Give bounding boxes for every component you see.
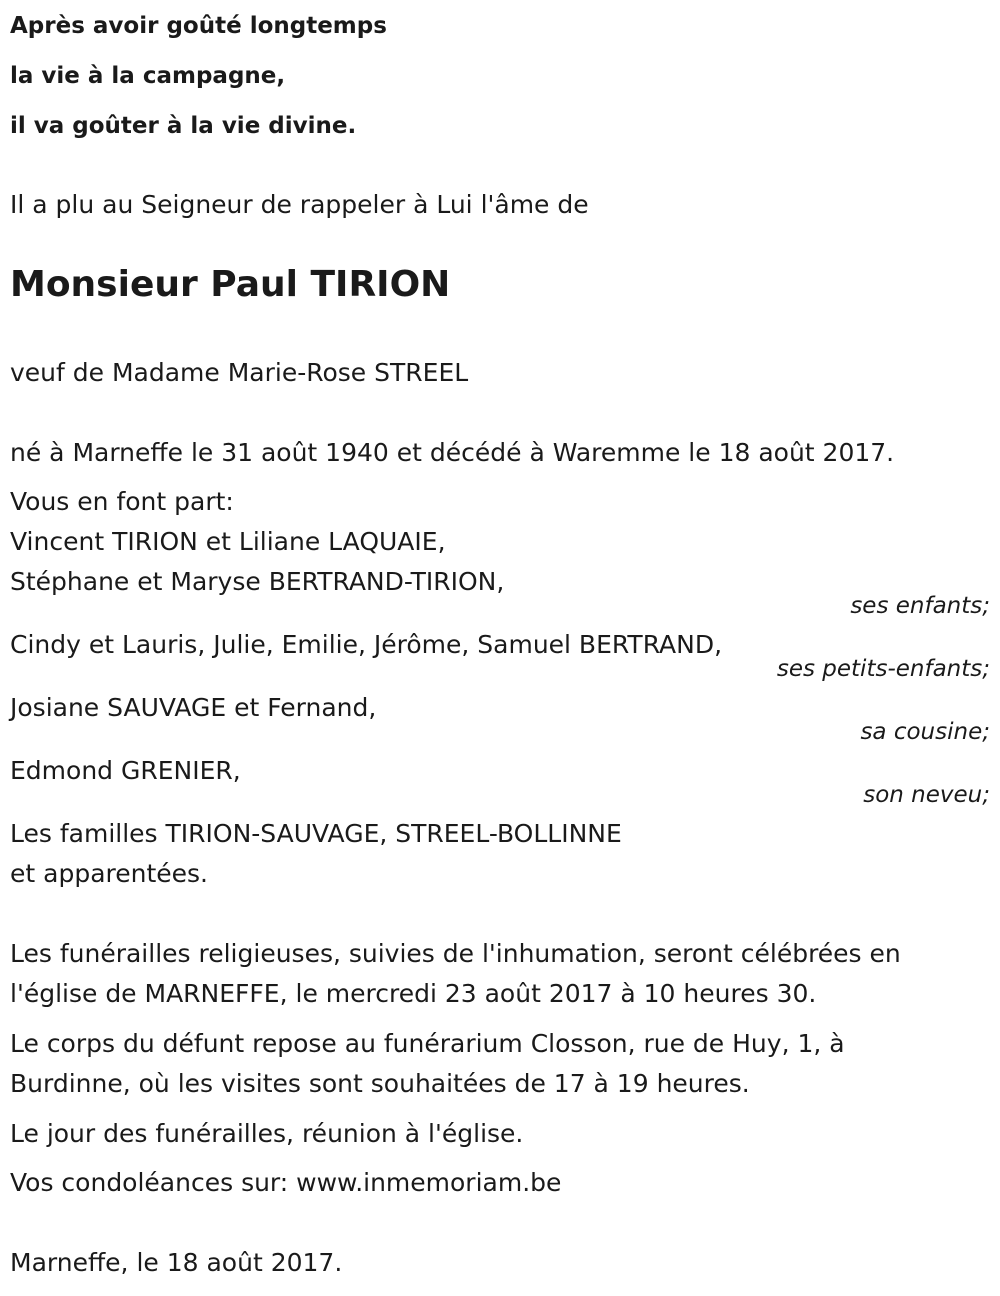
children-line-2: Stéphane et Maryse BERTRAND-TIRION, [10, 567, 505, 596]
deceased-name: Monsieur Paul TIRION [10, 264, 451, 305]
cousin-line: Josiane SAUVAGE et Fernand, [10, 693, 377, 722]
children-line-1: Vincent TIRION et Liliane LAQUAIE, [10, 527, 446, 556]
epigraph-line-1: Après avoir goûté longtemps [10, 13, 387, 39]
cousin-role: sa cousine; [860, 719, 990, 745]
epigraph-line-2: la vie à la campagne, [10, 63, 286, 89]
grandchildren-line: Cindy et Lauris, Julie, Emilie, Jérôme, Samuel BERTRAND, [10, 630, 723, 659]
intro-text: Il a plu au Seigneur de rappeler à Lui l'âme de [10, 190, 589, 219]
grandchildren-role: ses petits-enfants; [776, 656, 990, 682]
condolences-text: Vos condoléances sur: www.inmemoriam.be [10, 1168, 562, 1197]
place-date: Marneffe, le 18 août 2017. [10, 1248, 343, 1277]
birth-death-text: né à Marneffe le 31 août 1940 et décédé à Waremme le 18 août 2017. [10, 438, 895, 467]
body-location-line-2: Burdinne, où les visites sont souhaitées de 17 à 19 heures. [10, 1069, 750, 1098]
families-line-2: et apparentées. [10, 859, 208, 888]
families-line-1: Les familles TIRION-SAUVAGE, STREEL-BOLLINNE [10, 819, 622, 848]
meeting-text: Le jour des funérailles, réunion à l'église. [10, 1119, 524, 1148]
nephew-line: Edmond GRENIER, [10, 756, 241, 785]
body-location-line-1: Le corps du défunt repose au funérarium Closson, rue de Huy, 1, à [10, 1029, 845, 1058]
spouse-text: veuf de Madame Marie-Rose STREEL [10, 358, 469, 387]
epigraph-line-3: il va goûter à la vie divine. [10, 113, 357, 139]
children-role: ses enfants; [850, 593, 990, 619]
funeral-line-2: l'église de MARNEFFE, le mercredi 23 août 2017 à 10 heures 30. [10, 979, 817, 1008]
funeral-line-1: Les funérailles religieuses, suivies de l'inhumation, seront célébrées en [10, 939, 901, 968]
announcement-intro: Vous en font part: [10, 487, 234, 516]
nephew-role: son neveu; [863, 782, 990, 808]
